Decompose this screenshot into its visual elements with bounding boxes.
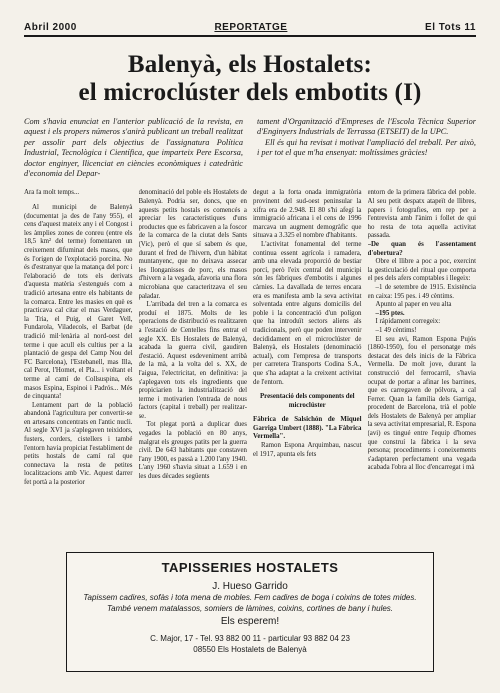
issue-date: Abril 2000 [24,22,77,33]
ad-slogan: Els esperem! [220,616,280,627]
paragraph: –195 ptes. [375,309,405,317]
article-intro [24,117,476,179]
intro-right [257,117,476,179]
article-body [24,189,476,563]
intro-right-p1: tament d'Organització d'Empreses de l'Escola Tècnica Superior d'Enginyers Industrials de Terrassa (ETSEIT) de la UPC. [257,117,476,137]
ad-postal: 08550 Els Hostalets de Balenyà [193,645,307,654]
article-title [24,51,476,107]
paragraph: Tot plegat portà a duplicar dues vegades la població en 80 anys, malgrat els greuges patits per la guerra civil. De 643 habitants que constaven l'any 1900, es passà a 1.200 l'any 1940. L'any 1960 s'havia situat a 1.659 i en les dues dècades següents [138,421,247,481]
paragraph: degut a la forta onada immigratòria provinent del sud-oest peninsular la xifra era de 2.948. El 80 s'hi afegí la immigració africana i el cens de 1996 marcava un augment demogràfic que situava a 3.325 el nombre d'habitants. [253,189,362,240]
paragraph: Obre el llibre a poc a poc, exercint la gesticulació del ritual que comporta el pes dels afers comptables i llegeix: [367,258,476,283]
intro-right-p2: Ell és qui ha revisat i motivat l'ampliació del treball. Per això, i per tot el que m'ha ensenyat: moltíssimes gràcies! [257,137,476,158]
company-heading: Fàbrica de Salsichón de Miquel Garriga Umbert (1888). "La Fàbrica Vermella". [253,416,362,441]
publication-name: El Tots 11 [425,22,476,33]
paragraph: L'activitat fonamental del terme continua essent agrícola i ramadera, amb una elevada proporció de bestiar porcí, però l'eix central del municipi són les fàbriques d'embotits i algunes càrnies. La davallada de terres encara era es manifesta amb la seva activitat solventada entre alguns domicilis del poble i la concentració d'un polígon que ha introduït sectors aliens als tradicionals, però que poden intervenir decididament en el microclúster de Balenyà, els Hostalets (denominació actual), com l'empresa de transports per carretera Transports Codina S.A., que s'ha adaptat a la creixent activitat de l'entorn. [253,241,362,386]
title-line-1: Balenyà, els Hostalets: [127,51,373,78]
paragraph: L'arribada del tren a la comarca es produí el 1875. Molts de les operacions de distribució es realitzaren a l'estació de Centelles fins entrat el segle XX. Els Hostalets de Balenyà, acabada la guerra civil, gaudiren d'estació. Aquest esdeveniment arribà de la mà, a la volta del s. XX, de l'aigua, l'electricitat, en definitiva: ja s'aplegaven tots els ingredients que propiciarien la industrialització del terme i motivarien l'entrada de nous factors (capital i treball) per realitzar-se. [138,301,247,420]
paragraph: –1 de setembre de 1915. Existència en caixa: 195 pes. i 49 cèntims. [367,283,476,300]
paragraph: Ara fa molt temps... [24,189,80,197]
paragraph: Lentament part de la població abandonà l'agricultura per convertir-se en artesans concentrats en l'antic nucli. Al segle XVI ja s'aplegaven teixidors, fusters, corders, cistellers i també l'entorn havia propiciat l'establiment de petits hostals de camí ral que connectava la resta de petites localitzacions amb Vic. Aquest darrer fet portà a la posterior [24,401,133,487]
paragraph: I rápidament corregeix: [375,318,441,326]
paragraph: Al municipi de Balenyà (documentat ja des de l'any 955), el cens d'aquest mateix any i el Congost i les àmplies zones de conreu (entre els 18,5 km² del terme) fomentaren un creixement difuminat dels masos, que és l'origen de l'explotació porcina. No és d'estranyar que la matança del porc i l'elaboració de tots els derivats d'aquesta matèria s'estengués com a tradició artesana entre els habitants de la comarca. Entre les masies en què es practicava cal citar el mas Verdaguer, la Tria, el Puig, el Garet Vell, Fundarola, Viladecols, el Barbat (de tradició mil·lenària al nord-oest del terme i que acull els cultius per a la plantació de gespa del Camp Nou del FC Barcelona), l'Estebanell, mas Illa, cal Perot, l'Homet, el Pla... i voltant el terme al camí de Collsuspina, els masos Espina, Espinoi i Padrós... Més de cinquanta! [24,204,133,401]
paragraph: El seu avi, Ramon Espona Pujós (1860-1950), fou el personatge més destacat des dels inicis de la Fàbrica Vermella. De molt jove, durant la construcció del ferrocarril, s'havia ocupat de portar a afinar les barrines, que es carregaven de pólvora, a cal Ferrer. Quan la família dels Garriga, procedent de Barcelona, trià el poble dels Hostalets de Balenyà per ampliar la seva activitat empresarial, R. Espona (avi) es tingué entre l'equip d'homes que construí la fàbrica i la seva persona; procediments i coneixements s'adaptaren perfectament una vegada acabada l'obra al lloc d'encarregat i mà [367,335,476,472]
paragraph: Apunto al paper en veu alta [375,301,452,309]
title-line-2: el microclúster dels embotits (I) [78,79,422,106]
paragraph: –1 49 cèntims! [375,326,417,334]
section-label: REPORTATGE [214,22,288,33]
intro-left: Com s'havia enunciat en l'anterior publicació de la revista, en aquest i els propers números s'anirà publicant un treball realitzat per assolir part dels objectius de l'assignatura Política Industrial, Tecnològica i Científica, que imparteix Pere Escorsa, doctor enginyer, llicenciat en ciències econòmiques i catedràtic d'economia del Depar- [24,117,243,179]
page-header [24,22,476,37]
page [24,22,476,563]
paragraph: entorn de la primera fàbrica del poble. Al seu petit despatx atapeït de llibres, papers i fotografies, em rep per a l'entrevista amb l'ànim i follet de qui ho resta de tota aquella activitat passada. [367,189,476,240]
subheading: Presentació dels components del microclúster [259,393,355,409]
ad-title: TAPISSERIES HOSTALETS [161,560,339,575]
paragraph: Ramon Espona Arquimbau, nascut el 1917, apunta els fets [253,442,362,458]
ad-description-1: Tapissem cadires, sofàs i tota mena de mobles. Fem cadires de boga i coixins de totes mides. [83,593,417,602]
ad-description-2: També venem matalassos, somiers de làmines, coixins, cortines de bany i hules. [106,604,394,613]
column-4 [368,189,477,563]
column-1 [24,189,133,563]
ad-owner: J. Hueso Garrido [212,581,288,592]
ad-address: C. Major, 17 - Tel. 93 882 00 11 - particular 93 882 04 23 [150,634,350,643]
column-3 [253,189,362,563]
column-2 [139,189,248,563]
paragraph: denominació del poble els Hostalets de Balenyà. Podria ser, doncs, que en aquests petits hostals es comencés a apreciar les característiques d'uns productes que es fabricaven a la foscor de la comarca de la ciutat dels Sants (Vic), però el que sí sabem és que, durant el fred de l'hivern, d'un hàbitat muntanyenc, que no deixava assecar les llonganisses de porc, els masos d'hivern a la vegada, afavoria una flora microbiana que caracteritzava el seu paladar. [138,189,247,300]
interview-question: –De quan és l'assentament d'obertura? [367,241,476,257]
advertisement [66,552,434,672]
